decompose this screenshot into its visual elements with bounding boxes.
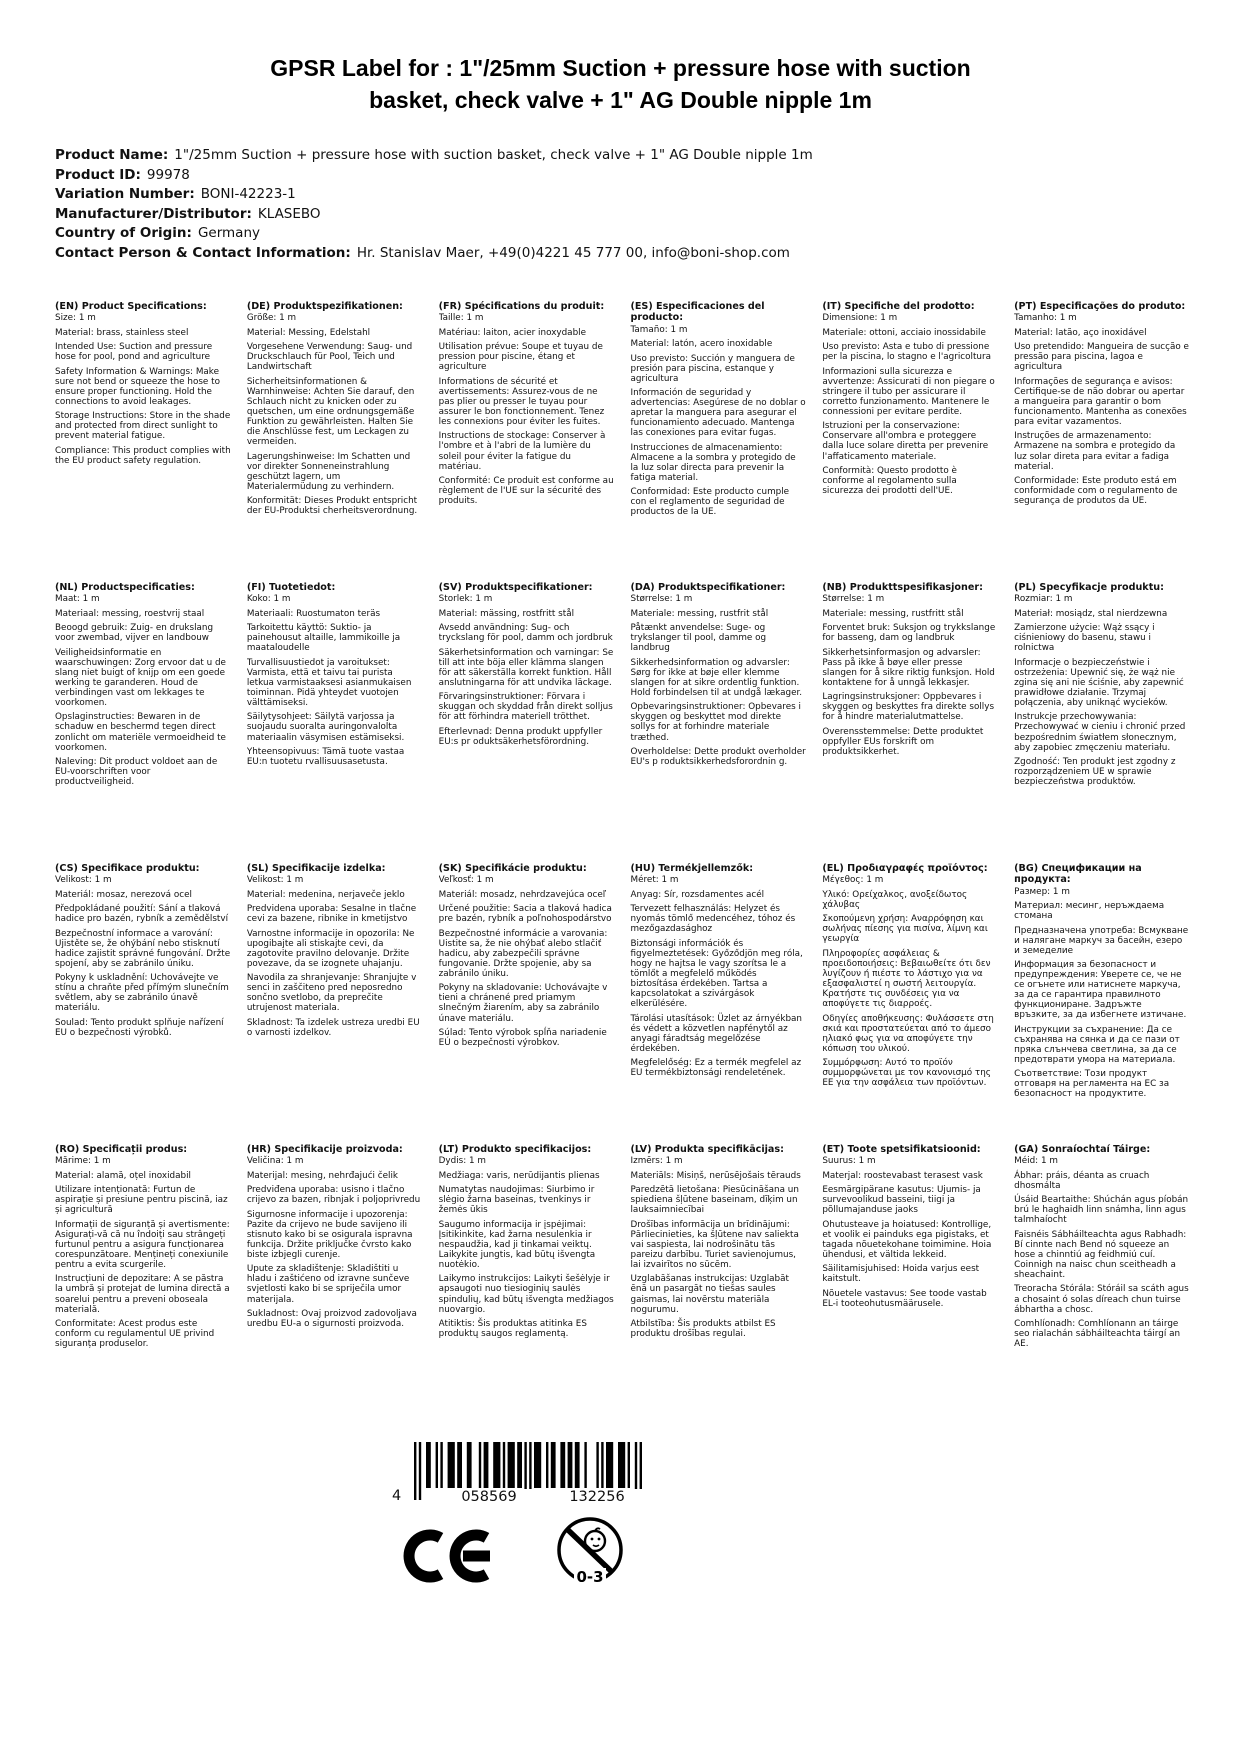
spec-paragraph: Size: 1 m [55, 313, 96, 324]
spec-paragraph: Veiligheidsinformatie en waarschuwingen: Zorg ervoor dat u de slang niet buigt of knijp om een goede werking te garanderen. Houd de verbindingen vast om lekkages te voorkomen. [55, 647, 226, 708]
language-block-title: (GA) Sonraíochtaí Táirge: [1014, 1144, 1151, 1155]
spec-paragraph: Materiaal: messing, roestvrij staal [55, 608, 205, 619]
language-block-pt [1014, 301, 1190, 582]
spec-paragraph: Tervezett felhasználás: Helyzet és nyomás tömlő medencéhez, tóhoz és mezőgazdasághoz [630, 904, 796, 935]
spec-paragraph: Opbevaringsinstruktioner: Opbevares i skyggen og beskyttet mod direkte sollys for at forhindre materiale træthed. [630, 702, 801, 743]
language-block-title: (SV) Produktspecifikationer: [438, 582, 593, 593]
spec-paragraph: Sicherheitsinformationen & Warnhinweise: Achten Sie darauf, den Schlauch nicht zu knicken oder zu quetschen, um eine ordnungsgemäße Funktion zu gewährleisten. Halten Sie die Anschlüsse fest, um Leckagen zu vermeiden. [246, 376, 415, 447]
spec-paragraph: Material: brass, stainless steel [55, 327, 189, 338]
page-title-line1: GPSR Label for : 1"/25mm Suction + pressure hose with suction [270, 55, 971, 81]
spec-paragraph: Informações de segurança e avisos: Certifique-se de não dobrar ou apertar a mangueira para garantir o bom funcionamento. Mantenha as conexões para evitar vazamentos. [1014, 376, 1187, 427]
spec-paragraph: Istruzioni per la conservazione: Conservare all'ombra e proteggere dalla luce solare diretta per prevenire l'affaticamento materiale. [822, 421, 989, 462]
ean-barcode [392, 1442, 692, 1504]
spec-paragraph: Zamierzone użycie: Wąż ssący i ciśnieniowy do basenu, stawu i rolnictwa [1014, 623, 1155, 654]
spec-paragraph: Conformité: Ce produit est conforme au règlement de l'UE sur la sécurité des produits. [438, 476, 614, 507]
spec-paragraph: Säilitamisjuhised: Hoida varjus eest kaitstult. [822, 1264, 980, 1285]
language-block-title: (FI) Tuotetiedot: [246, 582, 336, 593]
spec-paragraph: Overensstemmelse: Dette produktet oppfyller EUs forskrift om produktsikkerhet. [822, 726, 984, 758]
product-info-row [55, 146, 1186, 166]
spec-paragraph: Instrucciones de almacenamiento: Almacene a la sombra y protegido de la luz solar directa para prevenir la fatiga material. [630, 442, 796, 483]
spec-paragraph: Material: Messing, Edelstahl [246, 327, 371, 338]
spec-paragraph: Súlad: Tento výrobok spĺňa nariadenie EÚ o bezpečnosti výrobkov. [438, 1028, 607, 1049]
spec-paragraph: Material: mässing, rostfritt stål [438, 608, 575, 619]
product-info-label: Contact Person & Contact Information: [55, 244, 351, 261]
spec-paragraph: Drošības informācija un brīdinājumi: Pārliecinieties, ka šļūtene nav saliekta vai saspiesta, lai nodrošinātu tās pareizu darbību. Turiet savienojumus, lai izvairītos no sūcēm. [630, 1219, 799, 1270]
spec-paragraph: Materiāls: Misiņš, nerūsējošais tērauds [630, 1170, 801, 1181]
spec-paragraph: Numatytas naudojimas: Siurbimo ir slėgio žarna baseinas, tvenkinys ir žemės ūkis [438, 1185, 595, 1216]
language-block-de [247, 301, 423, 582]
language-block-title: (EN) Product Specifications: [55, 301, 207, 312]
spec-paragraph: Informații de siguranță și avertismente: Asigurați-vă că nu îndoiți sau strângeți furtunul pentru a asigura funcționarea corespunzătoare. Mențineți conexiunile pentru a evita scurgerile. [55, 1219, 230, 1270]
spec-paragraph: Förvaringsinstruktioner: Förvara i skuggan och skyddad från direkt solljus för att förhindra materiell trötthet. [438, 692, 613, 723]
spec-paragraph: Materiál: mosadz, nehrdzavejúca oceľ [438, 889, 607, 900]
spec-paragraph: Megfelelőség: Ez a termék megfelel az EU termékbiztonsági rendeletének. [630, 1058, 802, 1079]
language-block-title: (PL) Specyfikacje produktu: [1014, 582, 1164, 593]
spec-paragraph: Materijal: mesing, nehrđajući čelik [246, 1170, 399, 1181]
spec-paragraph: Предназначена употреба: Всмукване и налягане маркуч за басейн, езеро и земеделие [1014, 925, 1189, 956]
spec-paragraph: Opslaginstructies: Bewaren in de schaduw en beschermd tegen direct zonlicht om materiële vermoeidheid te voorkomen. [55, 712, 226, 753]
product-info-row [55, 224, 1186, 244]
spec-paragraph: Saugumo informacija ir įspėjimai: Įsitikinkite, kad žarna nesulenkia ir nespaudžia, kad ji tinkamai veiktų. Laikykite jungtis, kad būtų išvengta nuotėkio. [438, 1219, 596, 1270]
age-warning-0-3-icon [553, 1510, 627, 1596]
spec-paragraph: Taille: 1 m [438, 313, 484, 324]
spec-paragraph: Navodila za shranjevanje: Shranjujte v senci in zaščiteno pred neposredno sončno svetlobo, da preprečite utrujenost materiala. [246, 973, 417, 1014]
language-block-fi [247, 582, 423, 863]
spec-paragraph: Materiale: messing, rustfritt stål [822, 608, 964, 619]
spec-paragraph: Méret: 1 m [630, 875, 679, 886]
spec-paragraph: Intended Use: Suction and pressure hose for pool, pond and agriculture [55, 342, 213, 363]
spec-paragraph: Conformidad: Este producto cumple con el reglamento de seguridad de productos de la UE. [630, 487, 790, 518]
spec-paragraph: Sigurnosne informacije i upozorenja: Pazite da crijevo ne bude savijeno ili stisnuto kako bi se osigurala ispravna funkcija. Držite priključke čvrsto kako biste izbjegli curenje. [246, 1209, 413, 1260]
spec-paragraph: Maat: 1 m [55, 594, 100, 605]
product-info-value: KLASEBO [257, 205, 321, 222]
product-info-row [55, 244, 1186, 264]
spec-paragraph: Säkerhetsinformation och varningar: Se till att inte böja eller klämma slangen för att säkerställa korrekt funktion. Håll anslutningarna för att undvika läckage. [438, 647, 614, 688]
spec-paragraph: Upute za skladištenje: Skladištiti u hladu i zaštićeno od izravne sunčeve svjetlosti kako bi se spriječila umor materijala. [246, 1264, 410, 1305]
spec-paragraph: Eesmärgipärane kasutus: Ujumis- ja survevoolikud basseini, tiigi ja põllumajanduse jaoks [822, 1185, 981, 1216]
spec-paragraph: Materiał: mosiądz, stal nierdzewna [1014, 608, 1168, 619]
language-grid [55, 301, 1190, 1425]
product-info-value: 1"/25mm Suction + pressure hose with suction basket, check valve + 1" AG Double nipple 1m [174, 147, 813, 163]
spec-paragraph: Størrelse: 1 m [822, 594, 885, 605]
spec-paragraph: Размер: 1 m [1014, 886, 1070, 897]
spec-paragraph: Material: medenina, nerjaveče jeklo [246, 889, 405, 900]
spec-paragraph: Beoogd gebruik: Zuig- en drukslang voor zwembad, vijver en landbouw [55, 623, 214, 644]
spec-paragraph: Koko: 1 m [246, 594, 291, 605]
spec-paragraph: Informations de sécurité et avertissements: Assurez-vous de ne pas plier ou presser le tuyau pour assurer le bon fonctionnement. Tenez les connexions pour éviter les fuites. [438, 376, 605, 427]
spec-paragraph: Οδηγίες αποθήκευσης: Φυλάσσετε στη σκιά και προστατεύεται από το άμεσο ηλιακό φως για να αποφύγετε την κόπωση του υλικού. [822, 1013, 994, 1054]
spec-paragraph: Información de seguridad y advertencias: Asegúrese de no doblar o apretar la manguera para asegurar el funcionamiento adecuado. Mantenga las conexiones para evitar fugas. [630, 388, 806, 439]
spec-paragraph: Velikost: 1 m [55, 875, 112, 886]
spec-paragraph: Predviđena uporaba: usisno i tlačno crijevo za bazen, ribnjak i poljoprivredu [246, 1185, 421, 1206]
spec-paragraph: Veľkosť: 1 m [438, 875, 494, 886]
spec-paragraph: Určené použitie: Sacia a tlaková hadica pre bazén, rybník a poľnohospodárstvo [438, 904, 612, 925]
spec-paragraph: Konformität: Dieses Produkt entspricht der EU-Produktsi cherheitsverordnung. [246, 496, 418, 517]
language-block-title: (FR) Spécifications du produit: [438, 301, 605, 312]
spec-paragraph: Instrucțiuni de depozitare: A se păstra la umbră și protejat de lumina directă a soarelui pentru a preveni oboseala materială. [55, 1274, 230, 1315]
spec-paragraph: Material: latão, aço inoxidável [1014, 327, 1147, 338]
spec-paragraph: Úsáid Beartaithe: Shúchán agus píobán brú le haghaidh linn snámha, linn agus talmhaíocht [1014, 1195, 1189, 1226]
spec-paragraph: Veličina: 1 m [246, 1156, 304, 1167]
spec-paragraph: Sukladnost: Ovaj proizvod zadovoljava uredbu EU-a o sigurnosti proizvoda. [246, 1309, 417, 1330]
language-block-cs [55, 863, 231, 1144]
language-block-bg [1014, 863, 1190, 1144]
language-block-title: (LT) Produkto specifikacijos: [438, 1144, 592, 1155]
spec-paragraph: Treoracha Stórála: Stóráil sa scáth agus a chosaint ó solas díreach chun tuirse ábhartha a chosc. [1014, 1284, 1189, 1315]
spec-paragraph: Utilisation prévue: Soupe et tuyau de pression pour piscine, étang et agriculture [438, 342, 603, 373]
spec-paragraph: Tárolási utasítások: Üzlet az árnyékban és védett a közvetlen napfénytől az anyagi fáradtság megelőzése érdekében. [630, 1013, 803, 1054]
spec-paragraph: Storlek: 1 m [438, 594, 493, 605]
spec-paragraph: Material: alamă, oțel inoxidabil [55, 1170, 191, 1181]
spec-paragraph: Sikkerhedsinformation og advarsler: Sørg for ikke at bøje eller klemme slangen for at sikre ordentlig funktion. Hold forbindelsen til at undgå lækager. [630, 657, 803, 698]
spec-paragraph: Информация за безопасност и предупреждения: Уверете се, че не се огънете или натиснете маркуча, за да се гарантира правилното функциониране. Задръжте връзките, за да избегнете изтичане. [1014, 960, 1187, 1021]
spec-paragraph: Méid: 1 m [1014, 1156, 1058, 1167]
page-title [0, 52, 1241, 116]
spec-paragraph: Nõuetele vastavus: See toode vastab EL-i tooteohutusmäärusele. [822, 1288, 987, 1309]
language-block-nl [55, 582, 231, 863]
spec-paragraph: Zgodność: Ten produkt jest zgodny z rozporządzeniem UE w sprawie bezpieczeństwa produktów. [1014, 757, 1176, 788]
product-info-label: Country of Origin: [55, 225, 192, 241]
spec-paragraph: Tarkoitettu käyttö: Suktio- ja painehousut altaille, lammikoille ja maataloudelle [246, 623, 401, 654]
spec-paragraph: Skladnost: Ta izdelek ustreza uredbi EU o varnosti izdelkov. [246, 1018, 420, 1039]
spec-paragraph: Conformitate: Acest produs este conform cu regulamentul UE privind siguranța produselor. [55, 1319, 215, 1350]
language-block-title: (NB) Produkttspesifikasjoner: [822, 582, 983, 593]
language-block-lt [439, 1144, 615, 1425]
spec-paragraph: Velikost: 1 m [246, 875, 304, 886]
language-block-sk [439, 863, 615, 1144]
spec-paragraph: Comhlíonadh: Comhlíonann an táirge seo rialachán sábháilteachta táirgí an AE. [1014, 1319, 1181, 1350]
spec-paragraph: Materiaali: Ruostumaton teräs [246, 608, 381, 619]
spec-paragraph: Matériau: laiton, acier inoxydable [438, 327, 587, 338]
language-block-et [822, 1144, 998, 1425]
language-block-da [630, 582, 806, 863]
product-info-row [55, 166, 1186, 186]
spec-paragraph: Paredzētā lietošana: Piesūcināšana un spiediena šļūtene baseinam, dīķim un lauksaimniecībai [630, 1185, 799, 1216]
spec-paragraph: Dydis: 1 m [438, 1156, 486, 1167]
language-block-el [822, 863, 998, 1144]
spec-paragraph: Efterlevnad: Denna produkt uppfyller EU:s pr oduktsäkerhetsförordning. [438, 726, 603, 747]
spec-paragraph: Izmērs: 1 m [630, 1156, 683, 1167]
language-block-title: (SK) Špecifikácie produktu: [438, 863, 587, 874]
spec-paragraph: Předpokládané použití: Sání a tlaková hadice pro bazén, rybník a zemědělství [55, 904, 229, 925]
spec-paragraph: Informacje o bezpieczeństwie i ostrzeżenia: Upewnić się, że wąż nie zgina się ani nie ściśnie, aby zapewnić prawidłowe działanie. Trzymaj połączenia, aby uniknąć wycieków. [1014, 657, 1184, 708]
spec-paragraph: Uzglabāšanas instrukcijas: Uzglabāt ēnā un pasargāt no tiešas saules gaismas, lai novērstu materiāla nogurumu. [630, 1274, 789, 1315]
language-block-title: (NL) Productspecificaties: [55, 582, 195, 593]
product-info-label: Manufacturer/Distributor: [55, 205, 252, 222]
spec-paragraph: Lagerungshinweise: Im Schatten und vor direkter Sonneneinstrahlung geschützt lagern, um Materialermüdung zu verhindern. [246, 451, 411, 492]
barcode-digits-right: 132256 [552, 1489, 642, 1505]
spec-paragraph: Инструкции за съхранение: Да се съхранява на сянка и да се пази от пряка слънчева светлина, за да се предотврати умора на материала. [1014, 1024, 1180, 1065]
spec-paragraph: Tamaño: 1 m [630, 324, 688, 335]
spec-paragraph: Instructions de stockage: Conserver à l'ombre et à l'abri de la lumière du soleil pour éviter la fatigue du matériau. [438, 431, 606, 472]
age-warning-label: 0-3 [576, 1568, 604, 1586]
spec-paragraph: Instrukcje przechowywania: Przechowywać w cieniu i chronić przed bezpośrednim światłem słonecznym, aby zapobiec zmęczeniu materiału. [1014, 712, 1186, 753]
spec-paragraph: Ohutusteave ja hoiatused: Kontrollige, et voolik ei painduks ega pigistaks, et tagada nõuetekohane toimimine. Hoia ühendusi, et vältida lekkeid. [822, 1219, 992, 1260]
language-block-title: (RO) Specificații produs: [55, 1144, 188, 1155]
language-block-hu [630, 863, 806, 1144]
spec-paragraph: Bezpečnostní informace a varování: Ujistěte se, že ohýbání nebo stisknutí hadice zajistit správné fungování. Držte spojení, aby se zabránilo úniku. [55, 928, 231, 969]
spec-paragraph: Faisnéis Sábháilteachta agus Rabhadh: Bí cinnte nach Bend nó squeeze an hose a chinntiú ag feidhmiú cuí. Coinnigh na naisc chun sceitheadh a sheachaint. [1014, 1229, 1187, 1280]
barcode-lead-digit: 4 [392, 1488, 402, 1504]
spec-paragraph: Avsedd användning: Sug- och tryckslang för pool, damm och jordbruk [438, 623, 613, 644]
language-block-it [822, 301, 998, 582]
spec-paragraph: Uso previsto: Succión y manguera de presión para piscina, estanque y agricultura [630, 353, 795, 384]
spec-paragraph: Informazioni sulla sicurezza e avvertenze: Assicurati di non piegare o stringere il tubo per assicurare il corretto funzionamento. Mantenere le connessioni per evitare perdite. [822, 366, 995, 417]
spec-paragraph: Πληροφορίες ασφάλειας & προειδοποιήσεις: Βεβαιωθείτε ότι δεν λυγίζουν ή πιέστε το λάστιχο για να εξασφαλιστεί η σωστή λειτουργία. Κρατήστε τις συνδέσεις για να αποφύγετε τις διαρροές. [822, 948, 991, 1009]
product-info-block [55, 146, 1186, 263]
spec-paragraph: Turvallisuustiedot ja varoitukset: Varmista, että et taivu tai purista letkua varmistaaksesi asianmukaisen toiminnan. Pidä yhteydet vuotojen välttämiseksi. [246, 657, 412, 708]
product-info-value: Hr. Stanislav Maer, +49(0)4221 45 777 00, info@boni-shop.com [356, 244, 790, 261]
language-block-title: (DA) Produktspecifikationer: [630, 582, 786, 593]
language-block-ga [1014, 1144, 1190, 1425]
spec-paragraph: Größe: 1 m [246, 313, 297, 324]
spec-paragraph: Materjal: roostevabast terasest vask [822, 1170, 983, 1181]
spec-paragraph: Sikkerhetsinformasjon og advarsler: Pass på ikke å bøye eller presse slangen for å sikre riktig funksjon. Hold kontaktene for å unngå lekkasjer. [822, 647, 995, 688]
spec-paragraph: Medžiaga: varis, nerūdijantis plienas [438, 1170, 600, 1181]
spec-paragraph: Størrelse: 1 m [630, 594, 693, 605]
spec-paragraph: Uso previsto: Asta e tubo di pressione per la piscina, lo stagno e l'agricoltura [822, 342, 992, 363]
spec-paragraph: Predvidena uporaba: Sesalne in tlačne cevi za bazene, ribnike in kmetijstvo [246, 904, 417, 925]
product-info-label: Product ID: [55, 166, 141, 183]
barcode-digits-left: 058569 [444, 1489, 534, 1505]
spec-paragraph: Vorgesehene Verwendung: Saug- und Druckschlauch für Pool, Teich und Landwirtschaft [246, 342, 413, 373]
spec-paragraph: Naleving: Dit product voldoet aan de EU-voorschriften voor productveiligheid. [55, 757, 218, 788]
product-info-value: BONI-42223-1 [200, 186, 296, 202]
spec-paragraph: Materiál: mosaz, nerezová ocel [55, 889, 192, 900]
spec-paragraph: Материал: месинг, неръждаема стомана [1014, 901, 1165, 922]
spec-paragraph: Atbilstība: Šis produkts atbilst ES produktu drošības regulai. [630, 1319, 776, 1340]
spec-paragraph: Σκοπούμενη χρήση: Αναρρόφηση και σωλήνας πίεσης για πισίνα, λίμνη και γεωργία [822, 914, 988, 945]
language-block-title: (IT) Specifiche del prodotto: [822, 301, 975, 312]
spec-paragraph: Forventet bruk: Suksjon og trykkslange for basseng, dam og landbruk [822, 623, 996, 644]
language-block-title: (SL) Specifikacije izdelka: [246, 863, 386, 874]
language-block-title: (PT) Especificações do produto: [1014, 301, 1186, 312]
language-block-title: (EL) Προδιαγραφές προϊόντος: [822, 863, 988, 874]
spec-paragraph: Συμμόρφωση: Αυτό το προϊόν συμμορφώνεται με τον κανονισμό της ΕΕ για την ασφάλεια των προϊόντων. [822, 1058, 991, 1089]
spec-paragraph: Materiale: messing, rustfrit stål [630, 608, 769, 619]
page-title-line2: basket, check valve + 1" AG Double nipple 1m [369, 87, 872, 114]
spec-paragraph: Uso pretendido: Mangueira de sucção e pressão para piscina, lagoa e agricultura [1014, 342, 1189, 373]
language-block-hr [247, 1144, 423, 1425]
spec-paragraph: Ábhar: práis, déanta as cruach dhosmálta [1014, 1170, 1150, 1191]
spec-paragraph: Laikymo instrukcijos: Laikyti šešėlyje ir apsaugoti nuo tiesioginių saulės spindulių, kad būtų išvengta medžiagos nuovargio. [438, 1274, 614, 1315]
spec-paragraph: Storage Instructions: Store in the shade and protected from direct sunlight to prevent material fatigue. [55, 411, 231, 442]
spec-paragraph: Utilizare intenționată: Furtun de aspirație și presiune pentru piscină, iaz și agricultură [55, 1185, 228, 1216]
language-block-title: (HR) Specifikacije proizvoda: [246, 1144, 403, 1155]
language-block-en [55, 301, 231, 582]
spec-paragraph: Material: latón, acero inoxidable [630, 339, 773, 350]
language-block-title: (BG) Спецификации на продукта: [1014, 863, 1142, 886]
spec-paragraph: Overholdelse: Dette produkt overholder EU's p roduktsikkerhedsforordnin g. [630, 747, 806, 768]
language-block-title: (ES) Especificaciones del producto: [630, 301, 765, 324]
spec-paragraph: Μέγεθος: 1 m [822, 875, 884, 886]
spec-paragraph: Conformità: Questo prodotto è conforme al regolamento sulla sicurezza dei prodotti dell'UE. [822, 466, 957, 497]
spec-paragraph: Påtænkt anvendelse: Suge- og trykslanger til pool, damme og landbrug [630, 623, 767, 654]
spec-paragraph: Suurus: 1 m [822, 1156, 876, 1167]
language-block-title: (ET) Toote spetsifikatsioonid: [822, 1144, 981, 1155]
language-block-es [630, 301, 806, 582]
spec-paragraph: Yhteensopivuus: Tämä tuote vastaa EU:n tuotetu rvallisuusasetusta. [246, 747, 405, 768]
product-info-value: 99978 [146, 166, 190, 183]
product-info-label: Variation Number: [55, 186, 195, 202]
spec-paragraph: Instruções de armazenamento: Armazene na sombra e protegido da luz solar direta para evitar a fadiga material. [1014, 431, 1176, 472]
spec-paragraph: Rozmiar: 1 m [1014, 594, 1073, 605]
language-block-pl [1014, 582, 1190, 863]
spec-paragraph: Lagringsinstruksjoner: Oppbevares i skyggen og beskyttes fra direkte sollys for å hindre materialutmattelse. [822, 692, 995, 723]
language-block-nb [822, 582, 998, 863]
product-info-row [55, 185, 1186, 205]
spec-paragraph: Съответствие: Този продукт отговаря на регламента на ЕС за безопасност на продуктите. [1014, 1069, 1170, 1100]
language-block-lv [630, 1144, 806, 1425]
language-block-title: (LV) Produkta specifikācijas: [630, 1144, 784, 1155]
spec-paragraph: Safety Information & Warnings: Make sure not bend or squeeze the hose to ensure proper functioning. Hold the connections to avoid leakages. [55, 366, 220, 407]
spec-paragraph: Dimensione: 1 m [822, 313, 898, 324]
spec-paragraph: Υλικό: Ορείχαλκος, ανοξείδωτος χάλυβας [822, 889, 968, 910]
spec-paragraph: Pokyny na skladovanie: Uchovávajte v tieni a chránené pred priamym slnečným žiarením, aby sa zabránilo únave materiálu. [438, 983, 608, 1024]
language-block-sl [247, 863, 423, 1144]
ce-mark-icon [403, 1526, 503, 1586]
spec-paragraph: Tamanho: 1 m [1014, 313, 1077, 324]
language-block-ro [55, 1144, 231, 1425]
language-block-title: (HU) Termékjellemzők: [630, 863, 754, 874]
spec-paragraph: Bezpečnostné informácie a varovania: Uistite sa, že nie ohýbať alebo stlačiť hadicu, aby zabezpečili správne fungovanie. Držte spojenie, aby sa zabránilo úniku. [438, 928, 608, 979]
language-block-title: (CS) Specifikace produktu: [55, 863, 200, 874]
spec-paragraph: Conformidade: Este produto está em conformidade com o regulamento de segurança de produtos da UE. [1014, 476, 1178, 507]
spec-paragraph: Säilytysohjeet: Säilytä varjossa ja suojaudu suoralta auringonvalolta materiaalin väsymisen estämiseksi. [246, 712, 405, 743]
language-block-title: (DE) Produktspezifikationen: [246, 301, 403, 312]
spec-paragraph: Varnostne informacije in opozorila: Ne upogibajte ali stiskajte cevi, da zagotovite pravilno delovanje. Držite povezave, da se izognete uhajanju. [246, 928, 415, 969]
product-info-value: Germany [197, 225, 260, 241]
spec-paragraph: Pokyny k uskladnění: Uchovávejte ve stínu a chraňte před přímým slunečním světlem, aby se zabránilo únavě materiálu. [55, 973, 229, 1014]
spec-paragraph: Biztonsági információk és figyelmeztetések: Győződjön meg róla, hogy ne hajtsa le vagy szorítsa le a tömlőt a megfelelő működés biztosítása érdekében. Tartsa a kapcsolatokat a szivárgások elkerülésére. [630, 938, 803, 1009]
spec-paragraph: Materiale: ottoni, acciaio inossidabile [822, 327, 986, 338]
spec-paragraph: Soulad: Tento produkt splňuje nařízení EU o bezpečnosti výrobků. [55, 1018, 224, 1039]
product-info-label: Product Name: [55, 147, 169, 163]
product-info-row [55, 205, 1186, 225]
spec-paragraph: Mărime: 1 m [55, 1156, 111, 1167]
spec-paragraph: Anyag: Sír, rozsdamentes acél [630, 889, 765, 900]
spec-paragraph: Atitiktis: Šis produktas atitinka ES produktų saugos reglamentą. [438, 1319, 587, 1340]
language-block-fr [439, 301, 615, 582]
language-block-sv [439, 582, 615, 863]
spec-paragraph: Compliance: This product complies with the EU product safety regulation. [55, 445, 231, 466]
